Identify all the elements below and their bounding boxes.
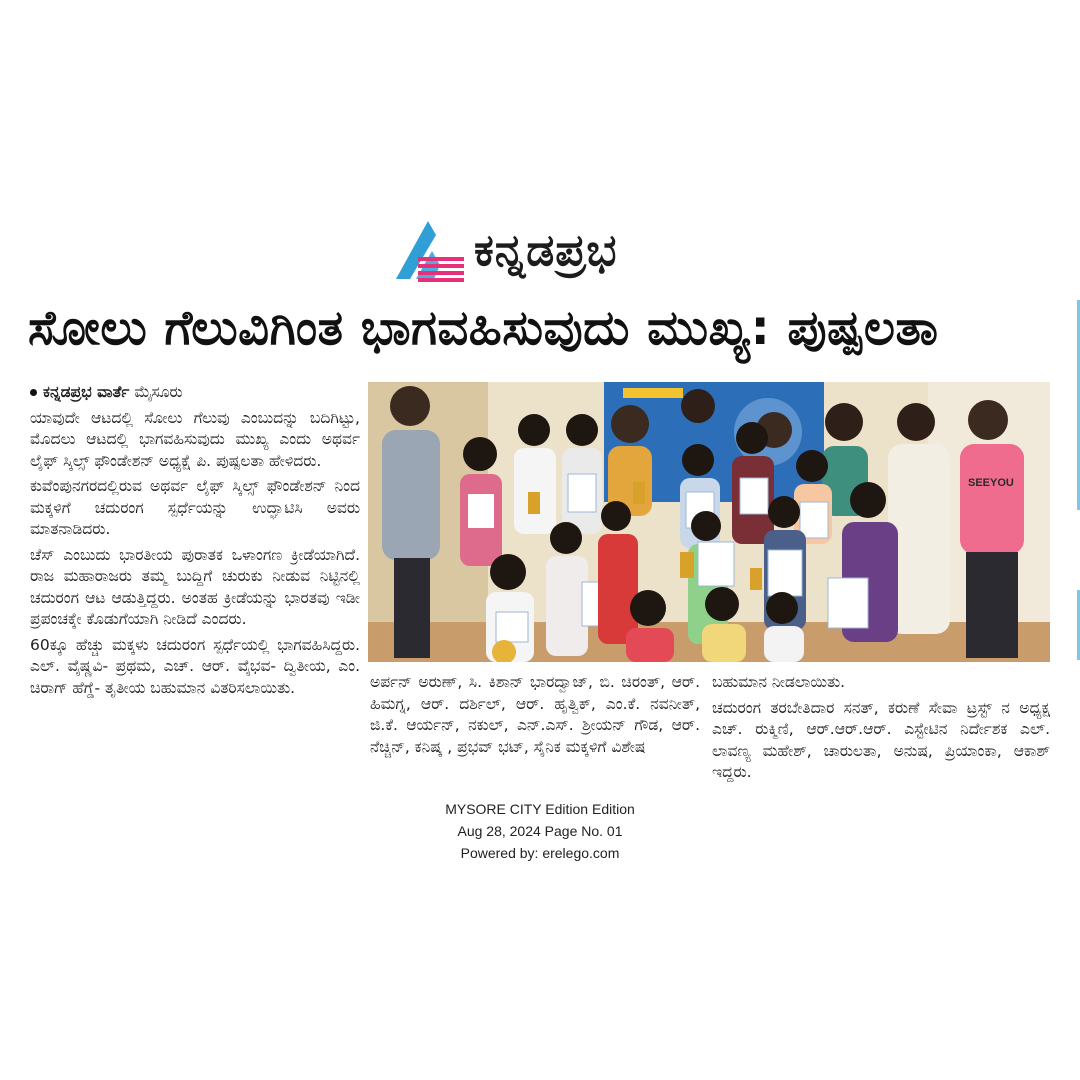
- powered-by-link[interactable]: Powered by: erelego.com: [460, 845, 620, 861]
- edition-label: MYSORE CITY Edition Edition: [445, 801, 635, 817]
- group-photo-illustration: [368, 382, 1050, 662]
- article-paragraph: ಅರ್ಪನ್ ಅರುಣ್, ಸಿ. ಕಿಶಾನ್ ಭಾರದ್ವಾಜ್, ಬಿ. ಚಿರಂತ್, ಆರ್. ಹಿಮಗ್ನ, ಆರ್. ದರ್ಶಿಲ್, ಆರ್. ಹೃತ್ವಿಕ್, ಎಂ.ಕೆ. ನವನೀತ್, ಜಿ.ಕೆ. ಆರ್ಯನ್, ನಕುಲ್, ಎನ್.ಎಸ್. ಶ್ರೀಯನ್ ಗೌಡ, ಆರ್. ನೆಚ್ಚಿನ್, ಕನಿಷ್ಕ , ಪ್ರಭವ್ ಭಟ್, ಸೈನಿಕ ಮಕ್ಕಳಿಗೆ ವಿಶೇಷ: [370, 673, 700, 756]
- article-column-middle: [370, 672, 700, 762]
- article-paragraph: ಯಾವುದೇ ಆಟದಲ್ಲಿ ಸೋಲು ಗೆಲುವು ಎಂಬುದನ್ನು ಬದಿಗಿಟ್ಟು, ಮೊದಲು ಆಟದಲ್ಲಿ ಭಾಗವಹಿಸುವುದು ಮುಖ್ಯ ಎಂದು ಅಥರ್ವ ಲೈಫ್ ಸ್ಕಿಲ್ಸ್ ಫೌಂಡೇಶನ್ ಅಧ್ಯಕ್ಷೆ ಪಿ. ಪುಷ್ಪಲತಾ ಹೇಳಿದರು.: [30, 408, 360, 470]
- article-column-left: [30, 382, 360, 703]
- footer: [390, 798, 690, 864]
- byline-source: ಕನ್ನಡಪ್ರಭ ವಾರ್ತೆ: [43, 383, 130, 401]
- headline: ಸೋಲು ಗೆಲುವಿಗಿಂತ ಭಾಗವಹಿಸುವುದು ಮುಖ್ಯ: ಪುಷ್ಪಲತಾ: [28, 300, 939, 356]
- kannadaprabha-logo-icon: [388, 217, 466, 283]
- byline-place: ಮೈಸೂರು: [134, 383, 183, 401]
- shirt-text: SEEYOU: [968, 477, 1014, 489]
- bullet-icon: [30, 389, 37, 396]
- masthead: [388, 214, 708, 286]
- event-photo: [368, 382, 1050, 662]
- article-paragraph: ಬಹುಮಾನ ನೀಡಲಾಯಿತು.: [712, 673, 846, 691]
- byline: [30, 382, 360, 404]
- date-page-label: Aug 28, 2024 Page No. 01: [457, 823, 623, 839]
- masthead-name: ಕನ್ನಡಪ್ರಭ: [474, 224, 618, 276]
- article-paragraph: ಕುವೆಂಪುನಗರದಲ್ಲಿರುವ ಅಥರ್ವ ಲೈಫ್ ಸ್ಕಿಲ್ಸ್ ಫೌಂಡೇಶನ್ ನಿಂದ ಮಕ್ಕಳಿಗೆ ಚದುರಂಗ ಸ್ಪರ್ಧೆಯನ್ನು ಉದ್ಘಾಟಿಸಿ ಅವರು ಮಾತನಾಡಿದರು.: [30, 477, 360, 538]
- article-paragraph: ಚೆಸ್ ಎಂಬುದು ಭಾರತೀಯ ಪುರಾತಕ ಒಳಾಂಗಣ ಕ್ರೀಡೆಯಾಗಿದೆ. ರಾಜ ಮಹಾರಾಜರು ತಮ್ಮ ಬುದ್ದಿಗೆ ಚುರುಕು ನೀಡುವ ನಿಟ್ಟಿನಲ್ಲಿ ಚದುರಂಗ ಆಟ ಆಡುತ್ತಿದ್ದರು. ಅಂತಹ ಕ್ರೀಡೆಯನ್ನು ಭಾರತವು ಇಡೀ ಪ್ರಪಂಚಕ್ಕೇ ಕೊಡುಗೆಯಾಗಿ ನೀಡಿದೆ ಎಂದರು.: [30, 545, 360, 628]
- article-paragraph: ಚದುರಂಗ ತರಬೇತಿದಾರ ಸನತ್, ಕರುಣೆ ಸೇವಾ ಟ್ರಸ್ಟ್ ನ ಅಧ್ಯಕ್ಷ ಎಚ್. ರುಕ್ಮಿಣಿ, ಆರ್.ಆರ್.ಆರ್. ಎಸ್ಟೇಟಿನ ನಿರ್ದೇಶಕ ಎಲ್. ಲಾವಣ್ಯ ಮಹೇಶ್, ಚಾರುಲತಾ, ಅನುಷ, ಪ್ರಿಯಾಂಕಾ, ಆಕಾಶ್ ಇದ್ದರು.: [712, 698, 1050, 781]
- article-paragraph: 60ಕ್ಕೂ ಹೆಚ್ಚು ಮಕ್ಕಳು ಚದುರಂಗ ಸ್ಪರ್ಧೆಯಲ್ಲಿ ಭಾಗವಹಿಸಿದ್ದರು. ಎಲ್. ವೈಷ್ಣವಿ- ಪ್ರಥಮ, ಎಚ್. ಆರ್. ವೈಭವ- ದ್ವಿತೀಯ, ಎಂ. ಚಿರಾಗ್ ಹೆಗ್ಡೆ- ತೃತೀಯ ಬಹುಮಾನ ವಿತರಿಸಲಾಯಿತು.: [30, 635, 360, 697]
- article-column-right: [712, 672, 1050, 788]
